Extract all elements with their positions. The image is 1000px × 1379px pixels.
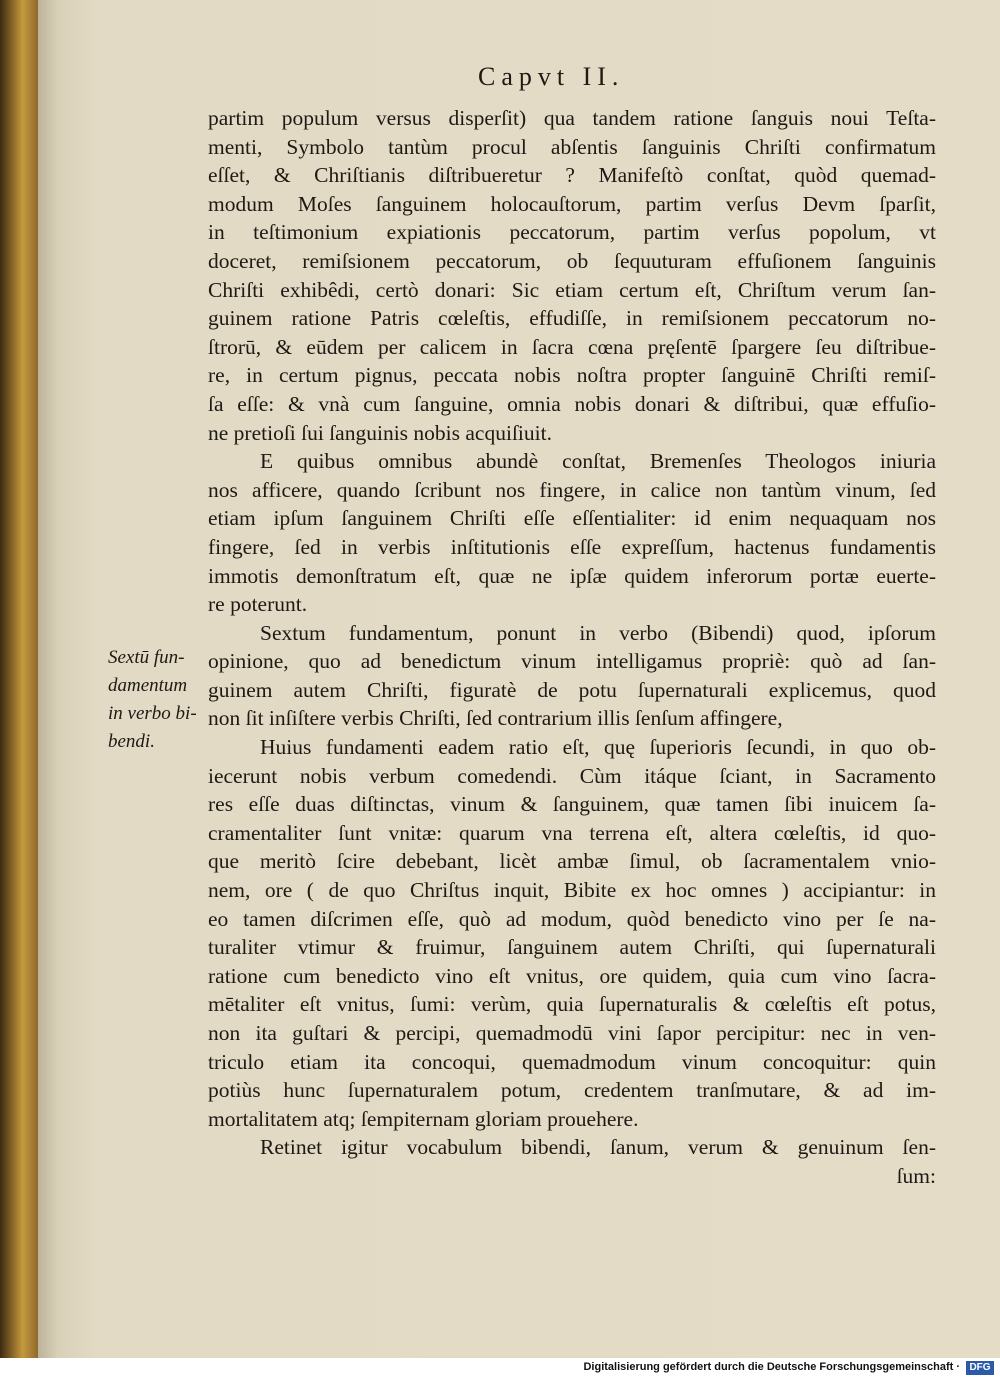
text-line: Chriſti exhibêdi, certò donari: Sic etiam certum eſt, Chriſtum verum ſan- <box>208 277 936 302</box>
funding-credit: Digitalisierung gefördert durch die Deutsche Forschungsgemeinschaft · <box>583 1361 960 1373</box>
text-line: in teſtimonium expiationis peccatorum, partim verſus popolum, vt <box>208 220 936 245</box>
text-line: partim populum versus disperſit) qua tandem ratione ſanguis noui Teſta- <box>208 106 936 130</box>
running-title: Capvt II. <box>478 62 625 91</box>
marginal-note-line: damentum <box>108 675 188 696</box>
text-line: cramentaliter ſunt vnitæ: quarum vna terrena eſt, altera cœleſtis, id quo- <box>208 820 936 845</box>
text-line: ne pretioſi ſui ſanguinis nobis acquiſiuit. <box>208 420 552 445</box>
text-line: etiam ipſum ſanguinem Chriſti eſſe eſſentialiter: id enim nequaquam nos <box>208 506 936 531</box>
text-line: opinione, quo ad benedictum vinum intelligamus propriè: quò ad ſan- <box>208 649 936 674</box>
marginal-note <box>108 644 208 756</box>
text-line: guinem autem Chriſti, figuratè de potu ſupernaturali explicemus, quod <box>208 677 936 702</box>
catchword: ſum: <box>896 1163 936 1188</box>
text-line: nem, ore ( de quo Chriſtus inquit, Bibite ex hoc omnes ) accipiantur: in <box>208 878 936 903</box>
text-line: potiùs hunc ſupernaturalem potum, credentem tranſmutare, & ad im- <box>208 1078 936 1103</box>
text-line: triculo etiam ita concoqui, quemadmodum vinum concoquitur: quin <box>208 1049 936 1074</box>
text-line: mortalitatem atq; ſempiternam gloriam prouehere. <box>208 1106 639 1131</box>
text-line: Sextum fundamentum, ponunt in verbo (Bibendi) quod, ipſorum <box>260 620 936 645</box>
text-line: que meritò ſcire debebant, licèt ambæ ſimul, ob ſacramentalem vnio- <box>208 849 936 874</box>
footer-bar <box>0 1358 1000 1379</box>
text-line: eo tamen diſcrimen eſſe, quò ad modum, quòd benedicto vino per ſe na- <box>208 906 936 931</box>
text-line: menti, Symbolo tantùm procul abſentis ſanguinis Chriſti confirmatum <box>208 134 936 159</box>
body-text <box>208 104 936 1191</box>
marginal-note-line: in verbo bi- <box>108 703 197 724</box>
dfg-logo[interactable]: DFG <box>966 1361 994 1375</box>
text-line: immotis demonſtratum eſt, quæ ne ipſæ quidem inferorum portæ euerte- <box>208 563 936 588</box>
text-line: eſſet, & Chriſtianis diſtribueretur ? Manifeſtò conſtat, quòd quemad- <box>208 163 936 188</box>
text-line: non ita guſtari & percipi, quemadmodū vini ſapor percipitur: nec in ven- <box>208 1021 936 1045</box>
text-line: fingere, ſed in verbis inſtitutionis eſſe expreſſum, hactenus fundamentis <box>208 534 936 559</box>
text-line: nos afficere, quando ſcribunt nos fingere, in calice non tantùm vinum, ſed <box>208 477 936 502</box>
text-line: re poterunt. <box>208 592 308 617</box>
text-line: modum Moſes ſanguinem holocauſtorum, partim verſus Devm ſparſit, <box>208 191 936 216</box>
text-line: turaliter vtimur & fruimur, ſanguinem autem Chriſti, qui ſupernaturali <box>208 935 936 960</box>
text-line: non ſit inſiſtere verbis Chriſti, ſed contrarium illis ſenſum affingere, <box>208 706 783 731</box>
text-line: ratione cum benedicto vino eſt vnitus, ore quidem, quia cum vino ſacra- <box>208 963 936 988</box>
text-line: ſtrorū, & eūdem per calicem in ſacra cœna pręſentē ſpargere ſeu diſtribue- <box>208 334 936 359</box>
text-line: Retinet igitur vocabulum bibendi, ſanum, verum & genuinum ſen- <box>260 1135 936 1160</box>
text-line: Huius fundamenti eadem ratio eſt, quę ſuperioris ſecundi, in quo ob- <box>260 735 936 760</box>
text-line: res eſſe duas diſtinctas, vinum & ſanguinem, quæ tamen ſibi inuicem ſa- <box>208 792 936 817</box>
text-line: ſa eſſe: & vnà cum ſanguine, omnia nobis donari & diſtribui, quæ effuſio- <box>208 391 936 416</box>
text-line: iecerunt nobis verbum comedendi. Cùm itáque ſciant, in Sacramento <box>208 763 936 788</box>
text-line: doceret, remiſsionem peccatorum, ob ſequuturam effuſionem ſanguinis <box>208 248 936 273</box>
marginal-note-line: bendi. <box>108 731 155 752</box>
text-line: re, in certum pignus, peccata nobis noſtra propter ſanguinē Chriſti remiſ- <box>208 363 936 388</box>
marginal-note-line: Sextū fun- <box>108 647 185 668</box>
text-line: guinem ratione Patris cœleſtis, effudiſſe, in remiſsionem peccatorum no- <box>208 306 936 331</box>
text-line: E quibus omnibus abundè conſtat, Bremenſes Theologos iniuria <box>260 449 936 474</box>
text-line: mētaliter eſt vnitus, ſumi: verùm, quia ſupernaturalis & cœleſtis eſt potus, <box>208 992 936 1017</box>
